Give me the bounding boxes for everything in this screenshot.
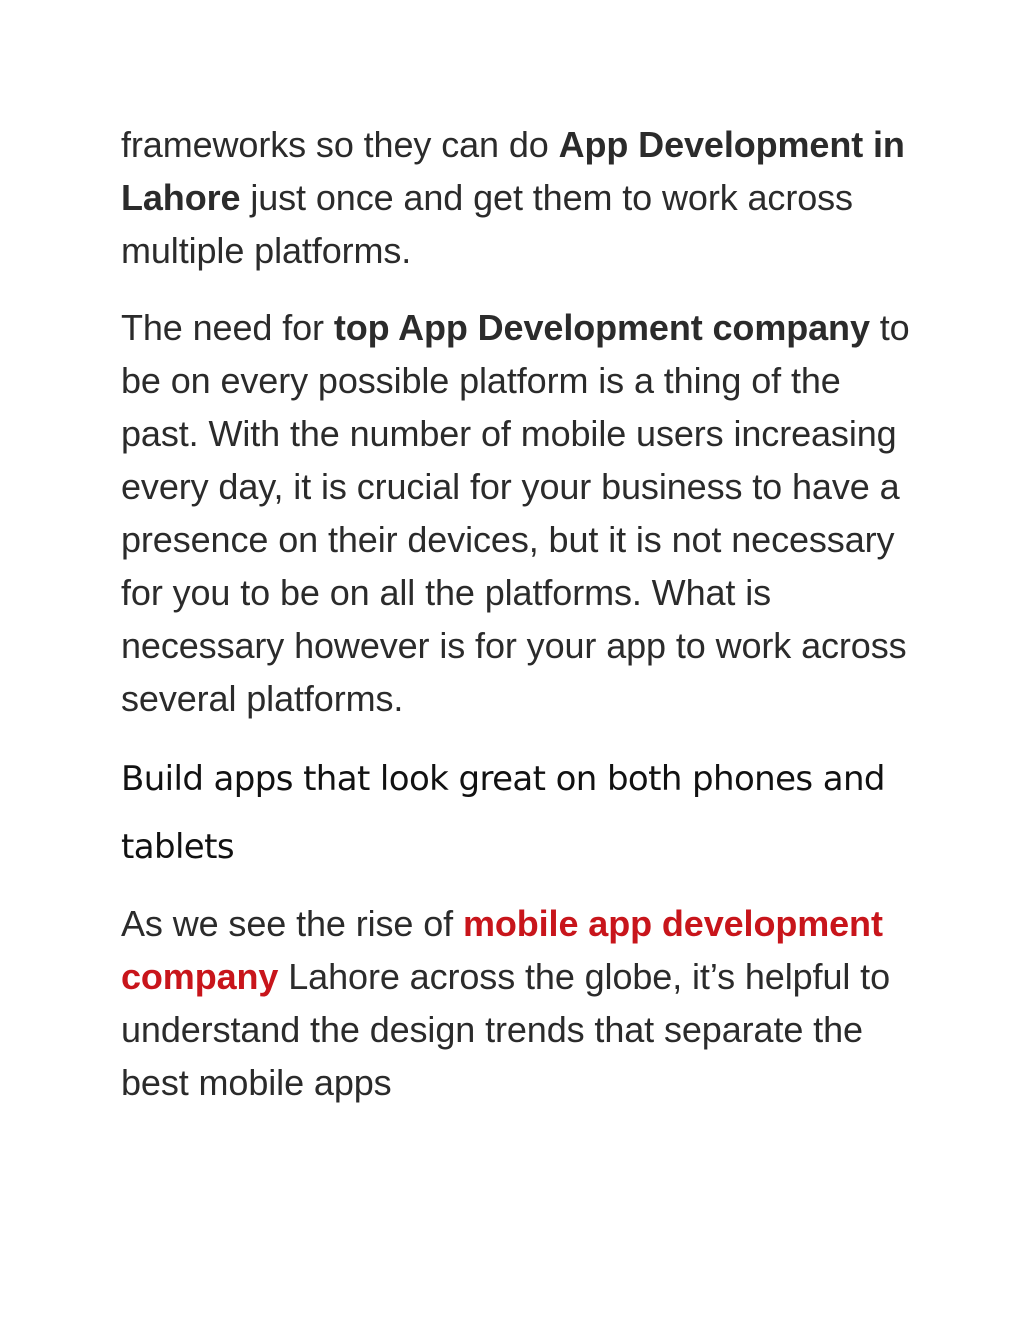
paragraph-text: As we see the rise of	[121, 903, 463, 944]
bold-phrase-app-development-lahore: App Development in Lahore	[121, 124, 905, 218]
paragraph-text: frameworks so they can do	[121, 124, 559, 165]
document-page	[121, 118, 921, 1109]
section-heading: Build apps that look great on both phones and tablets	[121, 759, 885, 867]
paragraph-platform-need	[121, 301, 921, 725]
paragraph-text: just once and get them to work across multiple platforms.	[121, 177, 853, 271]
paragraph-design-trends	[121, 897, 921, 1109]
paragraph-text: to be on every possible platform is a thing of the past. With the number of mobile users increasing every day, it is crucial for your business to have a presence on their devices, but it is not necessary for you to be on all the platforms. What is necessary however is for your app to work across several platforms.	[121, 307, 910, 719]
bold-phrase-top-company: top App Development company	[333, 307, 870, 348]
paragraph-text: Lahore across the globe, it’s helpful to understand the design trends that separate the best mobile apps	[121, 956, 890, 1103]
paragraph-frameworks	[121, 118, 921, 277]
mobile-app-company-link[interactable]: mobile app development company	[121, 903, 883, 997]
paragraph-text: The need for	[121, 307, 334, 348]
